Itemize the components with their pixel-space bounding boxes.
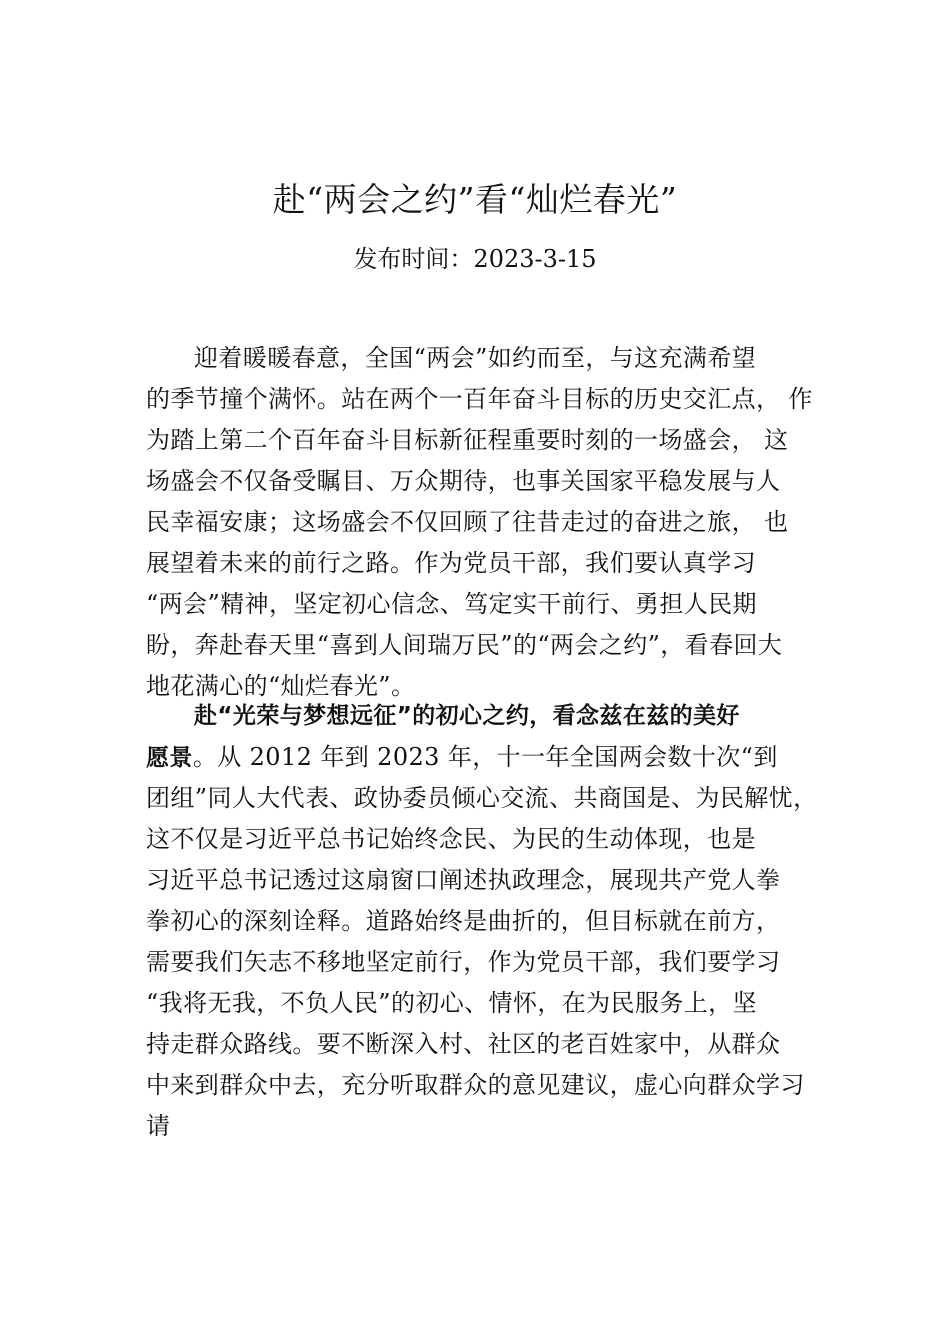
section-heading-end: 愿景 [146, 745, 193, 771]
paragraph-1 [146, 338, 836, 707]
paragraph-line [146, 737, 836, 778]
paragraph-line: 习近平总书记透过这扇窗口阐述执政理念，展现共产党人拳 [146, 866, 781, 894]
section-heading: 赴“光荣与梦想远征”的初心之约，看念兹在兹的美好 [194, 703, 740, 729]
paragraph-line: 需要我们矢志不移地坚定前行，作为党员干部，我们要学习 [146, 948, 781, 976]
paragraph-line: “我将无我，不负人民”的初心、情怀，在为民服务上，坚 [146, 989, 757, 1017]
paragraph-line: 民幸福安康；这场盛会不仅回顾了往昔走过的奋进之旅， 也 [146, 508, 789, 536]
paragraph-2 [146, 696, 836, 1147]
paragraph-line: 请 [146, 1112, 171, 1140]
paragraph-line: 地花满心的“灿烂春光”。 [146, 672, 416, 700]
paragraph-line: 迎着暖暖春意，全国“两会”如约而至，与这充满希望 [194, 344, 757, 372]
document-title: 赴“两会之约”看“灿烂春光” [272, 180, 678, 219]
paragraph-line: 持走群众路线。要不断深入村、社区的老百姓家中，从群众 [146, 1030, 781, 1058]
paragraph-line: 的季节撞个满怀。站在两个一百年奋斗目标的历史交汇点， 作 [146, 385, 813, 413]
paragraph-line: 拳初心的深刻诠释。道路始终是曲折的，但目标就在前方， [146, 907, 781, 935]
paragraph-line: 团组”同人大代表、政协委员倾心交流、共商国是、为民解忧， [146, 784, 818, 812]
paragraph-line: 中来到群众中去，充分听取群众的意见建议，虚心向群众学习 [146, 1071, 805, 1099]
publish-date: 发布时间：2023-3-15 [353, 245, 597, 273]
paragraph-line: 展望着未来的前行之路。作为党员干部，我们要认真学习 [146, 549, 756, 577]
paragraph-line: 场盛会不仅备受瞩目、万众期待，也事关国家平稳发展与人 [146, 467, 781, 495]
paragraph-line: 这不仅是习近平总书记始终念民、为民的生动体现，也是 [146, 825, 756, 853]
paragraph-text: 。从 2012 年到 2023 年，十一年全国两会数十次“到 [192, 743, 778, 771]
paragraph-line: “两会”精神，坚定初心信念、笃定实干前行、勇担人民期 [146, 590, 757, 618]
paragraph-line: 盼，奔赴春天里“喜到人间瑞万民”的“两会之约”，看春回大 [146, 631, 783, 659]
paragraph-line: 为踏上第二个百年奋斗目标新征程重要时刻的一场盛会， 这 [146, 426, 789, 454]
